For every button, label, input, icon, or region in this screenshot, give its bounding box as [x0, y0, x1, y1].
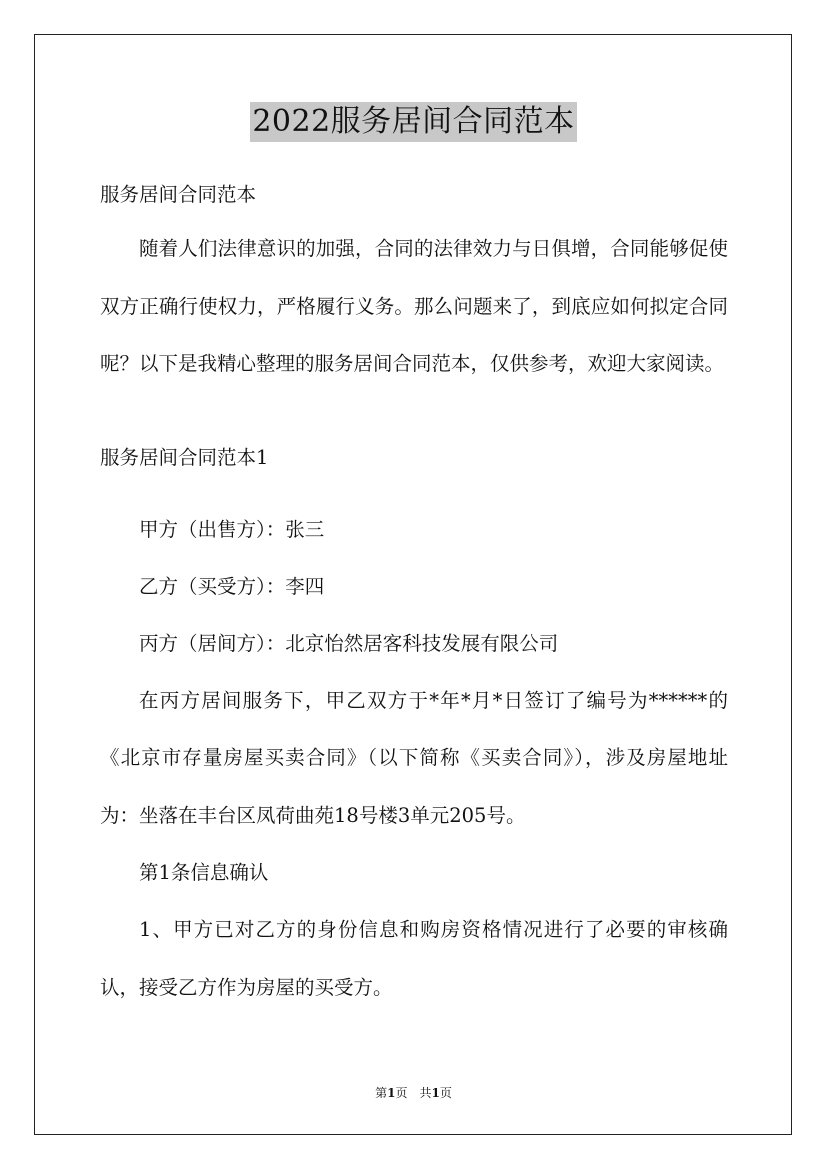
footer-page-total: 1: [431, 1086, 440, 1100]
document-title: 2022服务居间合同范本: [250, 102, 576, 142]
article1-item1: 1、甲方已对乙方的身份信息和购房资格情况进行了必要的审核确认，接受乙方作为房屋的买受方。: [100, 918, 728, 999]
document-body: [100, 170, 728, 1016]
document-subtitle: 服务居间合同范本: [100, 183, 257, 206]
footer-page-prefix: 第: [375, 1086, 388, 1100]
party-a-line: 甲方（出售方）：张三: [139, 517, 325, 541]
intro-paragraph: 随着人们法律意识的加强，合同的法律效力与日俱增，合同能够促使双方正确行使权力，严格履行义务。那么问题来了，到底应如何拟定合同呢？以下是我精心整理的服务居间合同范本，仅供参考，欢迎大家阅读。: [100, 237, 728, 375]
article1-title: 第1条信息确认: [139, 861, 269, 884]
footer-page-suffix: 页: [439, 1086, 452, 1100]
footer-page-current: 1: [387, 1086, 396, 1100]
party-c-line: 丙方（居间方）：北京怡然居客科技发展有限公司: [139, 631, 559, 655]
section-gap-small: [100, 483, 728, 501]
party-b-line: 乙方（买受方）：李四: [139, 574, 325, 598]
section-title: 服务居间合同范本1: [100, 445, 269, 469]
clause-intro-paragraph: 在丙方居间服务下，甲乙双方于*年*月*日签订了编号为******的《北京市存量房屋买卖合同》（以下简称《买卖合同》），涉及房屋地址为：坐落在丰台区凤荷曲苑18号楼3单元205号。: [100, 688, 728, 827]
title-wrap: [0, 102, 827, 142]
page-footer: [0, 1084, 827, 1102]
section-gap: [100, 393, 728, 433]
footer-page-mid: 页 共: [395, 1086, 432, 1100]
